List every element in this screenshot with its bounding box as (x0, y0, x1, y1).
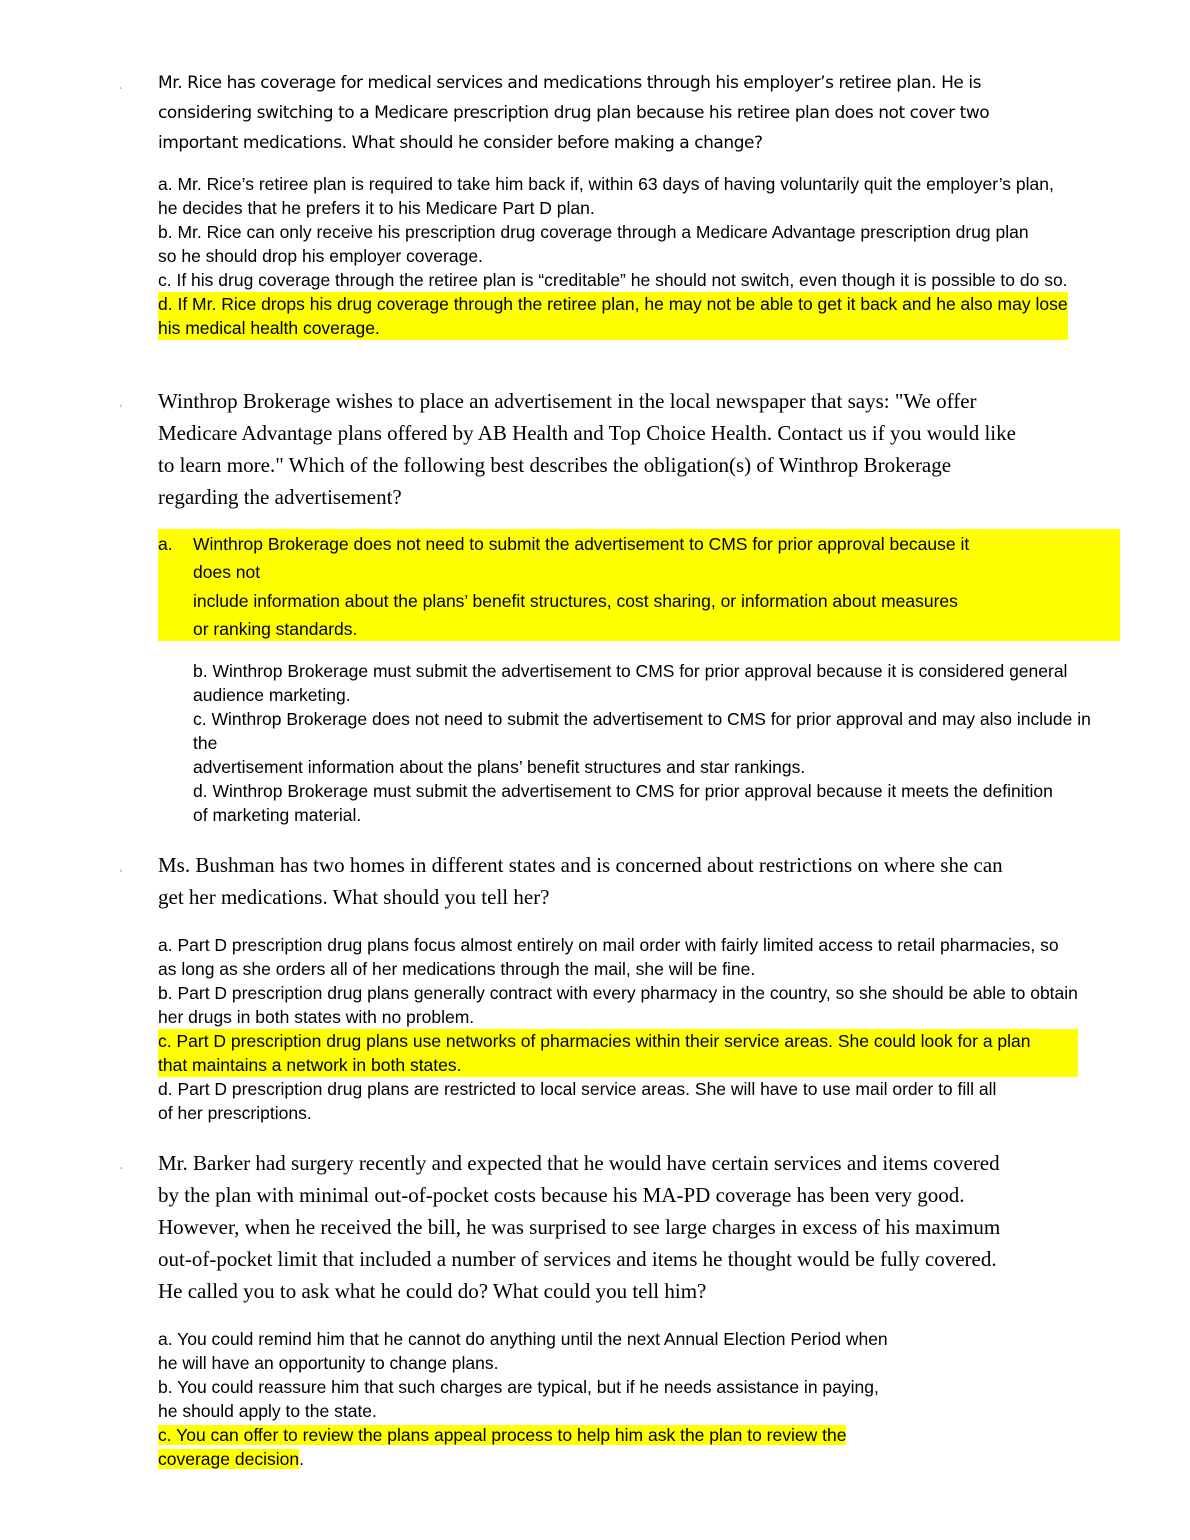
question-4-stem-line: Mr. Barker had surgery recently and expected that he would have certain services and items covered (158, 1151, 1000, 1175)
option-text: audience marketing. (193, 685, 351, 705)
correct-answer-highlight: coverage decision (158, 1449, 300, 1469)
option-text: a. You could remind him that he cannot do anything until the next Annual Election Period when (158, 1329, 888, 1349)
option-text: as long as she orders all of her medications through the mail, she will be fine. (158, 959, 756, 979)
question-2-options (193, 659, 1091, 827)
option-text: or ranking standards. (193, 619, 358, 639)
option-text: c. Winthrop Brokerage does not need to submit the advertisement to CMS for prior approval and may also include in (193, 709, 1091, 729)
option-text: b. Winthrop Brokerage must submit the advertisement to CMS for prior approval because it is considered general (193, 661, 1068, 681)
option-text: include information about the plans’ benefit structures, cost sharing, or information about measures (193, 591, 958, 611)
option-text: d. Part D prescription drug plans are restricted to local service areas. She will have to use mail order to fill all (158, 1079, 997, 1099)
option-text: does not (193, 562, 261, 582)
option-text: he decides that he prefers it to his Medicare Part D plan. (158, 198, 595, 218)
option-text: a. Mr. Rice’s retiree plan is required to take him back if, within 63 days of having voluntarily quit the employer’s plan, (158, 174, 1054, 194)
question-1-stem-line: considering switching to a Medicare prescription drug plan because his retiree plan does not cover two (158, 103, 990, 123)
question-1-options (158, 172, 1068, 340)
option-text: b. Part D prescription drug plans generally contract with every pharmacy in the country, so she should be able to obtain (158, 983, 1078, 1003)
question-2-stem-line: to learn more." Which of the following best describes the obligation(s) of Winthrop Brokerage (158, 453, 952, 477)
question-4-options (158, 1327, 888, 1471)
question-3-stem (158, 849, 1168, 913)
question-3-stem-line: get her medications. What should you tell her? (158, 885, 550, 909)
question-2-marker: ² (120, 404, 122, 410)
option-text: b. Mr. Rice can only receive his prescription drug coverage through a Medicare Advantage prescription drug plan (158, 222, 1029, 242)
question-4-stem-line: However, when he received the bill, he was surprised to see large charges in excess of his maximum (158, 1215, 1001, 1239)
option-text: so he should drop his employer coverage. (158, 246, 483, 266)
question-4-stem-line: out-of-pocket limit that included a number of services and items he thought would be fully covered. (158, 1247, 997, 1271)
correct-answer-highlight: that maintains a network in both states. (158, 1053, 1078, 1077)
question-2-stem (158, 385, 1168, 513)
option-text: advertisement information about the plans’ benefit structures and star rankings. (193, 757, 806, 777)
question-4-stem-line: by the plan with minimal out-of-pocket costs because his MA-PD coverage has been very good. (158, 1183, 965, 1207)
option-text: b. You could reassure him that such charges are typical, but if he needs assistance in paying, (158, 1377, 879, 1397)
option-text: Winthrop Brokerage does not need to submit the advertisement to CMS for prior approval because it (193, 534, 970, 554)
question-3-stem-line: Ms. Bushman has two homes in different states and is concerned about restrictions on where she can (158, 853, 1003, 877)
question-3-marker: ³ (120, 869, 122, 875)
question-2-stem-line: regarding the advertisement? (158, 485, 402, 509)
option-text: of her prescriptions. (158, 1103, 312, 1123)
correct-answer-highlight: d. If Mr. Rice drops his drug coverage through the retiree plan, he may not be able to get it back and he also may lose (158, 294, 1068, 314)
question-1-stem (158, 68, 1168, 158)
question-1-stem-line: important medications. What should he consider before making a change? (158, 133, 763, 153)
question-4-marker: ⁴ (120, 1166, 123, 1172)
option-text: her drugs in both states with no problem. (158, 1007, 475, 1027)
correct-answer-highlight: c. Part D prescription drug plans use networks of pharmacies within their service areas. She could look for a plan (158, 1029, 1078, 1053)
option-text: a. Part D prescription drug plans focus almost entirely on mail order with fairly limited access to retail pharmacies, so (158, 935, 1059, 955)
option-text: the (193, 733, 218, 753)
question-4-stem-line: He called you to ask what he could do? What could you tell him? (158, 1279, 707, 1303)
option-text: . (299, 1449, 304, 1469)
correct-answer-highlight: his medical health coverage. (158, 316, 1068, 340)
question-4-stem (158, 1147, 1168, 1307)
option-text: he will have an opportunity to change plans. (158, 1353, 499, 1373)
question-2-stem-line: Medicare Advantage plans offered by AB Health and Top Choice Health. Contact us if you would like (158, 421, 1016, 445)
question-2-stem-line: Winthrop Brokerage wishes to place an advertisement in the local newspaper that says: "We offer (158, 389, 977, 413)
option-letter: a. (158, 534, 173, 554)
option-text: of marketing material. (193, 805, 362, 825)
option-text: c. If his drug coverage through the retiree plan is “creditable” he should not switch, even though it is possible to do so. (158, 270, 1068, 290)
question-1-marker: ¹ (120, 86, 122, 92)
option-text: d. Winthrop Brokerage must submit the advertisement to CMS for prior approval because it meets the definition (193, 781, 1053, 801)
question-3-options (158, 933, 1078, 1125)
option-text: he should apply to the state. (158, 1401, 377, 1421)
correct-answer-highlight: c. You can offer to review the plans appeal process to help him ask the plan to review the (158, 1425, 847, 1445)
question-1-stem-line: Mr. Rice has coverage for medical services and medications through his employer’s retiree plan. He is (158, 73, 982, 93)
